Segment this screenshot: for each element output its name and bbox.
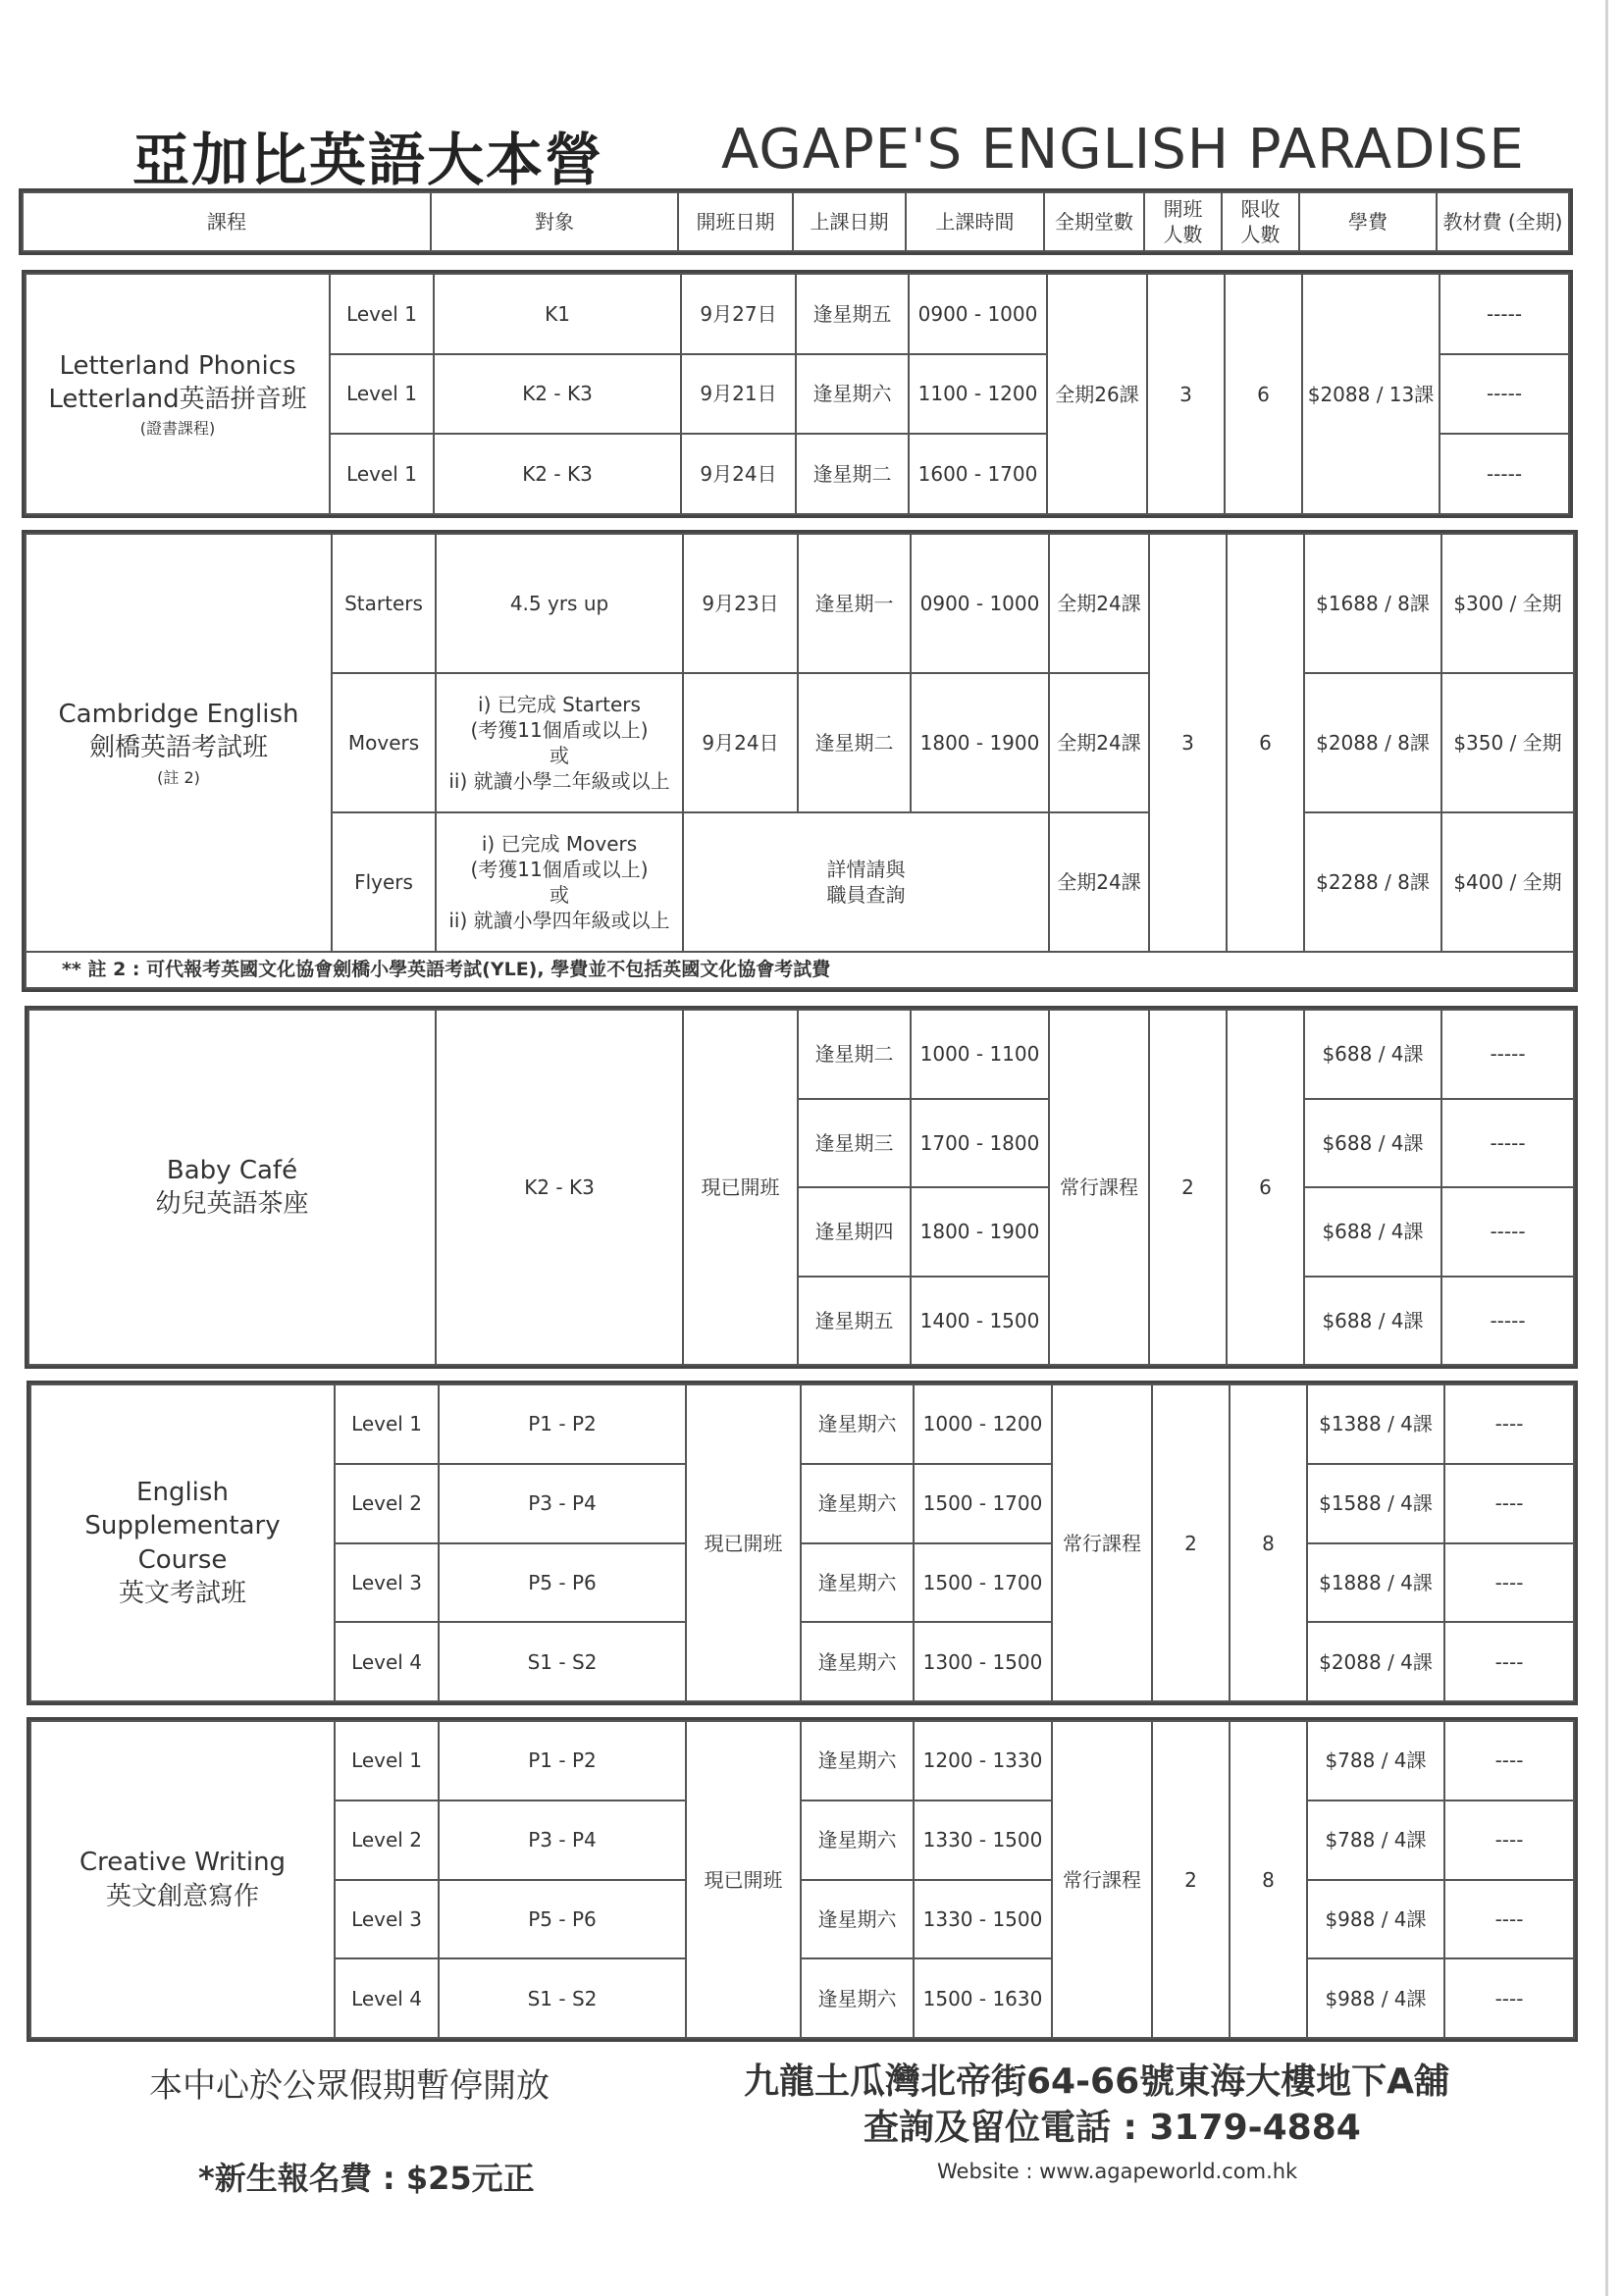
supplementary-row3-level: Level 3 xyxy=(335,1543,439,1623)
address: 九龍土瓜灣北帝街64-66號東海大樓地下A舖 xyxy=(744,2061,1449,2102)
babycafe-row2-fee: $688 / 4課 xyxy=(1304,1099,1441,1188)
letterland-row1-day: 逢星期五 xyxy=(796,274,909,354)
header-min-students-line1: 開班 xyxy=(1163,197,1203,221)
babycafe-row1-fee: $688 / 4課 xyxy=(1304,1010,1441,1099)
babycafe-row3-day: 逢星期四 xyxy=(798,1187,911,1277)
supplementary-row4-time: 1300 - 1500 xyxy=(914,1622,1052,1701)
writing-name-line2: 英文創意寫作 xyxy=(105,1881,259,1911)
cambridge-flyers-target-line1: i) 已完成 Movers xyxy=(481,832,638,856)
writing-start: 現已開班 xyxy=(686,1721,801,2038)
supplementary-name-line2: Supplementary xyxy=(84,1511,281,1541)
cambridge-name-note: (註 2) xyxy=(157,767,200,787)
cambridge-flyers-target-line2: (考獲11個盾或以上) xyxy=(470,858,649,881)
cambridge-name-line1: Cambridge English xyxy=(58,700,299,730)
cambridge-movers-target-line1: i) 已完成 Starters xyxy=(478,693,641,716)
header-fee: 學費 xyxy=(1299,192,1437,251)
writing-row2-time: 1330 - 1500 xyxy=(914,1800,1052,1880)
phone: 查詢及留位電話 : 3179-4884 xyxy=(864,2108,1361,2148)
cambridge-flyers-target-line4: ii) 就讀小學四年級或以上 xyxy=(448,909,670,932)
babycafe-name-line2: 幼兒英語茶座 xyxy=(155,1189,309,1219)
supplementary-row3-fee: $1888 / 4課 xyxy=(1307,1543,1444,1623)
cambridge-movers-fee: $2088 / 8課 xyxy=(1304,673,1441,812)
supplementary-row1-fee: $1388 / 4課 xyxy=(1307,1384,1444,1464)
header-material-fee: 教材費 (全期) xyxy=(1437,192,1569,251)
letterland-row2-day: 逢星期六 xyxy=(796,354,909,435)
cambridge-starters-day: 逢星期一 xyxy=(798,534,911,673)
letterland-row3-target: K2 - K3 xyxy=(434,434,681,514)
letterland-row1-material: ----- xyxy=(1440,274,1569,354)
header-start-date: 開班日期 xyxy=(678,192,793,251)
writing-row2-target: P3 - P4 xyxy=(439,1800,686,1880)
letterland-row1-target: K1 xyxy=(434,274,681,354)
supplementary-row3-target: P5 - P6 xyxy=(439,1543,686,1623)
writing-row3-target: P5 - P6 xyxy=(439,1880,686,1959)
letterland-row2-target: K2 - K3 xyxy=(434,354,681,435)
cambridge-flyers-enquiry-line1: 詳情請與 xyxy=(826,858,906,881)
header-course: 課程 xyxy=(23,192,431,251)
letterland-row3-start: 9月24日 xyxy=(681,434,796,514)
cambridge-movers-target-line2: (考獲11個盾或以上) xyxy=(470,718,649,742)
header-max-students-line2: 人數 xyxy=(1240,223,1281,246)
writing-row1-fee: $788 / 4課 xyxy=(1307,1721,1444,1800)
supplementary-row4-level: Level 4 xyxy=(335,1622,439,1701)
writing-row2-material: ---- xyxy=(1444,1800,1574,1880)
letterland-row3-level: Level 1 xyxy=(330,434,434,514)
babycafe-table xyxy=(27,1009,1575,1366)
cambridge-max-students: 6 xyxy=(1227,534,1304,952)
babycafe-row3-time: 1800 - 1900 xyxy=(911,1187,1049,1277)
cambridge-movers-target-line4: ii) 就讀小學二年級或以上 xyxy=(448,769,670,793)
letterland-row2-time: 1100 - 1200 xyxy=(909,354,1047,435)
supplementary-max-students: 8 xyxy=(1230,1384,1307,1701)
writing-min-students: 2 xyxy=(1152,1721,1230,2038)
cambridge-flyers-level: Flyers xyxy=(332,812,436,952)
supplementary-row1-time: 1000 - 1200 xyxy=(914,1384,1052,1464)
header-class-day: 上課日期 xyxy=(793,192,906,251)
cambridge-flyers-fee: $2288 / 8課 xyxy=(1304,812,1441,952)
cambridge-movers-day: 逢星期二 xyxy=(798,673,911,812)
cambridge-movers-time: 1800 - 1900 xyxy=(911,673,1049,812)
letterland-row2-start: 9月21日 xyxy=(681,354,796,435)
writing-row1-material: ---- xyxy=(1444,1721,1574,1800)
writing-row1-target: P1 - P2 xyxy=(439,1721,686,1800)
supplementary-row2-fee: $1588 / 4課 xyxy=(1307,1464,1444,1543)
cambridge-starters-start: 9月23日 xyxy=(683,534,798,673)
babycafe-row3-material: ----- xyxy=(1441,1187,1574,1277)
writing-row4-day: 逢星期六 xyxy=(801,1958,914,2038)
supplementary-lessons: 常行課程 xyxy=(1052,1384,1152,1701)
letterland-row3-time: 1600 - 1700 xyxy=(909,434,1047,514)
holiday-notice: 本中心於公眾假期暫停開放 xyxy=(149,2066,550,2106)
column-header-table xyxy=(22,191,1570,252)
cambridge-starters-time: 0900 - 1000 xyxy=(911,534,1049,673)
babycafe-min-students: 2 xyxy=(1149,1010,1227,1365)
header-total-lessons: 全期堂數 xyxy=(1044,192,1144,251)
cambridge-footnote: ** 註 2 : 可代報考英國文化協會劍橋小學英語考試(YLE), 學費並不包括英國文化協會考試費 xyxy=(26,952,1574,988)
babycafe-max-students: 6 xyxy=(1227,1010,1304,1365)
cambridge-flyers-lessons: 全期24課 xyxy=(1049,812,1149,952)
letterland-course-name xyxy=(26,274,330,514)
babycafe-row2-time: 1700 - 1800 xyxy=(911,1099,1049,1188)
supplementary-course-name xyxy=(30,1384,335,1701)
title-chinese: 亞加比英語大本營 xyxy=(132,127,604,193)
writing-row4-target: S1 - S2 xyxy=(439,1958,686,2038)
letterland-row3-material: ----- xyxy=(1440,434,1569,514)
babycafe-name-line1: Baby Café xyxy=(166,1155,298,1185)
writing-row4-material: ---- xyxy=(1444,1958,1574,2038)
page-edge xyxy=(1605,0,1608,2296)
cambridge-flyers-target-line3: 或 xyxy=(550,883,569,907)
supplementary-row2-material: ---- xyxy=(1444,1464,1574,1543)
cambridge-movers-material: $350 / 全期 xyxy=(1441,673,1574,812)
writing-row3-material: ---- xyxy=(1444,1880,1574,1959)
cambridge-movers-lessons: 全期24課 xyxy=(1049,673,1149,812)
writing-lessons: 常行課程 xyxy=(1052,1721,1152,2038)
supplementary-row1-day: 逢星期六 xyxy=(801,1384,914,1464)
letterland-name-note: (證書課程) xyxy=(139,419,216,439)
letterland-name-line1: Letterland Phonics xyxy=(59,350,296,381)
supplementary-row4-material: ---- xyxy=(1444,1622,1574,1701)
supplementary-row1-level: Level 1 xyxy=(335,1384,439,1464)
babycafe-row2-material: ----- xyxy=(1441,1099,1574,1188)
letterland-min-students: 3 xyxy=(1147,274,1225,514)
cambridge-flyers-material: $400 / 全期 xyxy=(1441,812,1574,952)
writing-row2-day: 逢星期六 xyxy=(801,1800,914,1880)
supplementary-row2-level: Level 2 xyxy=(335,1464,439,1543)
babycafe-target: K2 - K3 xyxy=(436,1010,683,1365)
supplementary-row4-day: 逢星期六 xyxy=(801,1622,914,1701)
writing-course-name xyxy=(30,1721,335,2038)
cambridge-flyers-target xyxy=(436,812,683,952)
supplementary-row3-material: ---- xyxy=(1444,1543,1574,1623)
letterland-row2-level: Level 1 xyxy=(330,354,434,435)
letterland-row2-material: ----- xyxy=(1440,354,1569,435)
babycafe-row3-fee: $688 / 4課 xyxy=(1304,1187,1441,1277)
writing-row2-level: Level 2 xyxy=(335,1800,439,1880)
letterland-name-line2: Letterland英語拼音班 xyxy=(48,384,307,414)
writing-row3-fee: $988 / 4課 xyxy=(1307,1880,1444,1959)
cambridge-course-name xyxy=(26,534,332,952)
supplementary-min-students: 2 xyxy=(1152,1384,1230,1701)
babycafe-row1-time: 1000 - 1100 xyxy=(911,1010,1049,1099)
website-link[interactable]: Website : www.agapeworld.com.hk xyxy=(937,2160,1298,2183)
writing-row3-day: 逢星期六 xyxy=(801,1880,914,1959)
babycafe-row4-fee: $688 / 4課 xyxy=(1304,1277,1441,1366)
cambridge-movers-target xyxy=(436,673,683,812)
header-min-students xyxy=(1144,192,1222,251)
supplementary-row4-target: S1 - S2 xyxy=(439,1622,686,1701)
header-max-students-line1: 限收 xyxy=(1240,197,1281,221)
supplementary-row1-material: ---- xyxy=(1444,1384,1574,1464)
babycafe-start: 現已開班 xyxy=(683,1010,798,1365)
babycafe-row4-material: ----- xyxy=(1441,1277,1574,1366)
cambridge-flyers-enquiry-line2: 職員查詢 xyxy=(826,883,906,907)
cambridge-starters-lessons: 全期24課 xyxy=(1049,534,1149,673)
letterland-row3-day: 逢星期二 xyxy=(796,434,909,514)
supplementary-table xyxy=(29,1383,1575,1702)
title-english: AGAPE'S ENGLISH PARADISE xyxy=(721,118,1525,182)
babycafe-lessons: 常行課程 xyxy=(1049,1010,1149,1365)
cambridge-movers-target-line3: 或 xyxy=(550,744,569,767)
writing-row1-time: 1200 - 1330 xyxy=(914,1721,1052,1800)
writing-table xyxy=(29,1720,1575,2039)
supplementary-row3-day: 逢星期六 xyxy=(801,1543,914,1623)
writing-row4-time: 1500 - 1630 xyxy=(914,1958,1052,2038)
supplementary-start: 現已開班 xyxy=(686,1384,801,1701)
cambridge-starters-fee: $1688 / 8課 xyxy=(1304,534,1441,673)
cambridge-starters-level: Starters xyxy=(332,534,436,673)
writing-row4-fee: $988 / 4課 xyxy=(1307,1958,1444,2038)
header-target: 對象 xyxy=(431,192,678,251)
letterland-row1-start: 9月27日 xyxy=(681,274,796,354)
cambridge-table xyxy=(25,533,1575,989)
babycafe-row4-time: 1400 - 1500 xyxy=(911,1277,1049,1366)
letterland-table xyxy=(25,273,1570,515)
supplementary-row1-target: P1 - P2 xyxy=(439,1384,686,1464)
supplementary-row2-day: 逢星期六 xyxy=(801,1464,914,1543)
writing-row2-fee: $788 / 4課 xyxy=(1307,1800,1444,1880)
cambridge-starters-target: 4.5 yrs up xyxy=(436,534,683,673)
letterland-max-students: 6 xyxy=(1225,274,1302,514)
letterland-fee: $2088 / 13課 xyxy=(1302,274,1440,514)
supplementary-name-line4: 英文考試班 xyxy=(118,1578,246,1608)
cambridge-movers-level: Movers xyxy=(332,673,436,812)
registration-fee: *新生報名費 : $25元正 xyxy=(198,2160,535,2197)
cambridge-flyers-enquiry xyxy=(683,812,1049,952)
writing-row3-level: Level 3 xyxy=(335,1880,439,1959)
babycafe-row4-day: 逢星期五 xyxy=(798,1277,911,1366)
writing-max-students: 8 xyxy=(1230,1721,1307,2038)
babycafe-row2-day: 逢星期三 xyxy=(798,1099,911,1188)
babycafe-course-name xyxy=(28,1010,436,1365)
letterland-row1-level: Level 1 xyxy=(330,274,434,354)
supplementary-row4-fee: $2088 / 4課 xyxy=(1307,1622,1444,1701)
supplementary-row2-time: 1500 - 1700 xyxy=(914,1464,1052,1543)
header-min-students-line2: 人數 xyxy=(1163,223,1203,246)
cambridge-movers-start: 9月24日 xyxy=(683,673,798,812)
babycafe-row1-material: ----- xyxy=(1441,1010,1574,1099)
header-max-students xyxy=(1222,192,1299,251)
writing-row1-level: Level 1 xyxy=(335,1721,439,1800)
writing-name-line1: Creative Writing xyxy=(79,1848,287,1878)
supplementary-name-line1: English xyxy=(136,1477,229,1507)
letterland-lessons: 全期26課 xyxy=(1047,274,1147,514)
header-class-time: 上課時間 xyxy=(906,192,1044,251)
supplementary-name-line3: Course xyxy=(137,1544,228,1575)
letterland-row1-time: 0900 - 1000 xyxy=(909,274,1047,354)
writing-row1-day: 逢星期六 xyxy=(801,1721,914,1800)
writing-row3-time: 1330 - 1500 xyxy=(914,1880,1052,1959)
cambridge-starters-material: $300 / 全期 xyxy=(1441,534,1574,673)
cambridge-name-line2: 劍橋英語考試班 xyxy=(88,733,268,763)
writing-row4-level: Level 4 xyxy=(335,1958,439,2038)
cambridge-min-students: 3 xyxy=(1149,534,1227,952)
supplementary-row3-time: 1500 - 1700 xyxy=(914,1543,1052,1623)
babycafe-row1-day: 逢星期二 xyxy=(798,1010,911,1099)
supplementary-row2-target: P3 - P4 xyxy=(439,1464,686,1543)
